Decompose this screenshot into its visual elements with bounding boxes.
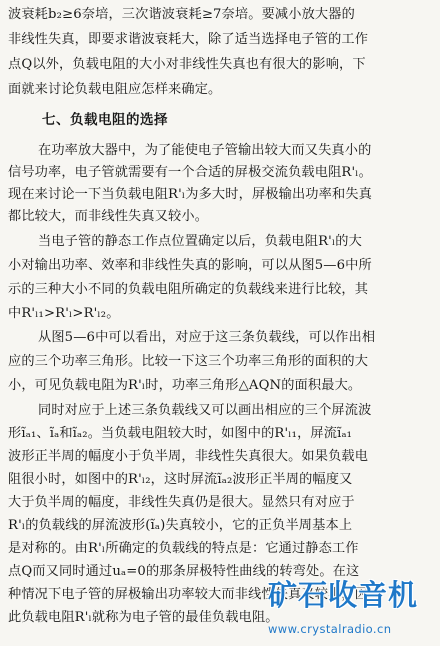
paragraph-line: 大于负半周的幅度，非线性失真仍是很大。显然只有对应于 xyxy=(8,495,355,510)
watermark-title: 矿石收音机 xyxy=(268,578,419,612)
section-heading: 七、负载电阻的选择 xyxy=(42,112,168,128)
paragraph-line: 当电子管的静态工作点位置确定以后，负载电阻R'ₗ的大 xyxy=(38,234,362,249)
paragraph-line: 在功率放大器中，为了能使电子管输出较大而又失真小的 xyxy=(38,143,372,158)
site-watermark xyxy=(268,575,440,646)
paragraph-line: 信号功率，电子管就需要有一个合适的屏极交流负载电阻R'ₗ。 xyxy=(8,165,372,180)
paragraph-line: 小，可见负载电阻为R'ₗ时，功率三角形△AQN的面积最大。 xyxy=(8,378,362,393)
paragraph-line: 点Q而又同时通过uₐ=0的那条屏极特性曲线的转弯处。在这 xyxy=(8,564,360,579)
paragraph-line: 应的三个功率三角形。比较一下这三个功率三角形的面积的大 xyxy=(8,354,369,369)
text-line: 波衰耗b₂≥6奈培，三次谐波衰耗≥7奈培。要减小放大器的 xyxy=(8,7,355,22)
paragraph-line: 此负载电阻R'ₗ就称为电子管的最佳负载电阻。 xyxy=(8,610,279,625)
paragraph-line: 都比较大，而非线性失真又较小。 xyxy=(8,209,209,224)
text-line: 非线性失真，即要求谐波衰耗大，除了适当选择电子管的工作 xyxy=(8,32,369,47)
paragraph-line: 从图5—6中可以看出，对应于这三条负载线，可以作出相 xyxy=(38,330,376,345)
paragraph-line: 同时对应于上述三条负载线又可以画出相应的三个屏流波 xyxy=(38,403,372,418)
paragraph-line: 中R'ₗ₁>R'ₗ>R'ₗ₂。 xyxy=(8,306,120,321)
text-line: 点Q以外，负载电阻的大小对非线性失真也有很大的影响，下 xyxy=(8,57,366,72)
watermark-url: www.crystalradio.cn xyxy=(268,622,392,636)
paragraph-line: 波形正半周的幅度小于负半周，非线性失真很大。如果负载电 xyxy=(8,449,369,464)
paragraph-line: 现在来讨论一下当负载电阻R'ₗ为多大时，屏极输出功率和失真 xyxy=(8,187,372,202)
paragraph-line: 是对称的。由R'ₗ所确定的负载线的特点是：它通过静态工作 xyxy=(8,541,359,556)
paragraph-line: 种情况下电子管的屏极输出功率较大而非线性失真又较小，因 xyxy=(8,587,369,602)
paragraph-line: 示的三种大小不同的负载电阻所确定的负载线来进行比较，其 xyxy=(8,282,369,297)
paragraph-line: 形ĩₐ₁、ĩₐ和ĩₐ₂。当负载电阻较大时，如图中的R'ₗ₁，屏流ĩₐ₁ xyxy=(8,426,353,441)
paragraph-line: R'ₗ的负载线的屏流波形(ĩₐ)失真较小，它的正负半周基本上 xyxy=(8,518,353,533)
paragraph-line: 阻很小时，如图中的R'ₗ₂，这时屏流ĩₐ₂波形正半周的幅度又 xyxy=(8,472,353,487)
paragraph-line: 小对输出功率、效率和非线性失真的影响，可以从图5—6中所 xyxy=(8,258,372,273)
text-line: 面就来讨论负载电阻应怎样来确定。 xyxy=(8,82,222,97)
